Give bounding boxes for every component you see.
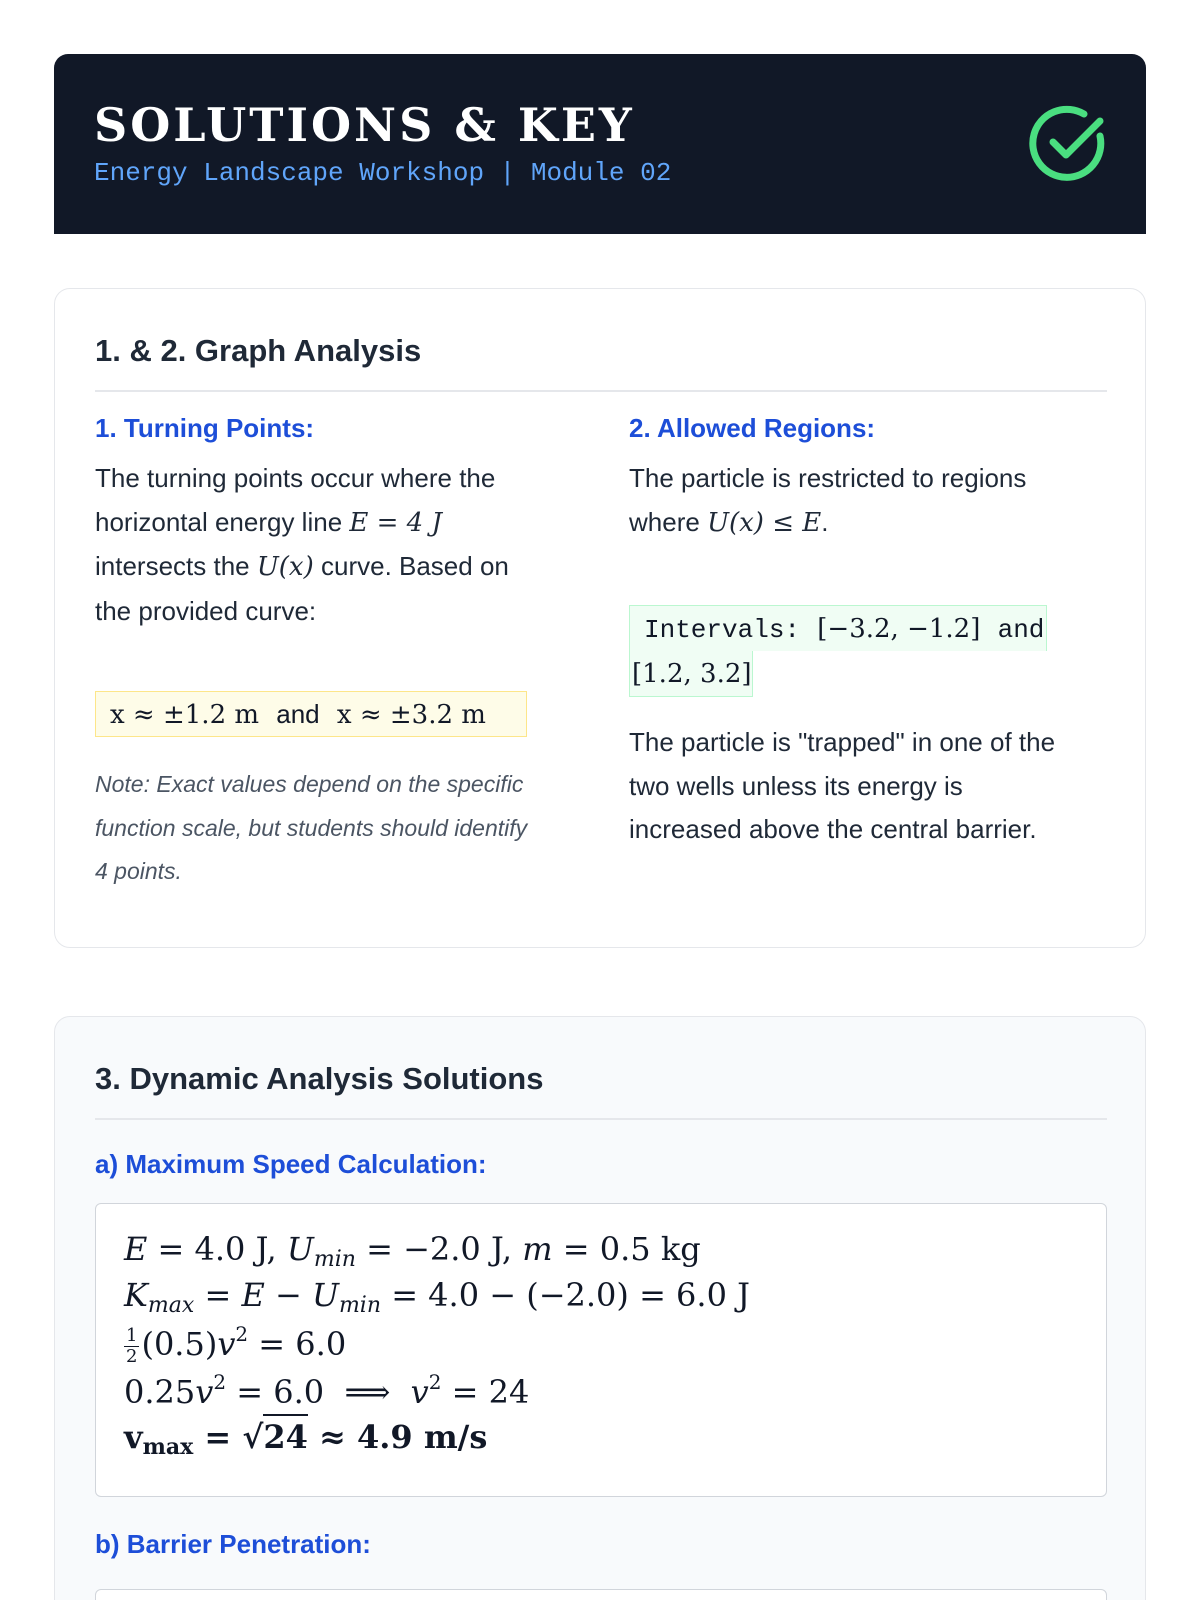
text-fragment: intersects the — [95, 551, 250, 581]
intervals-answer — [629, 605, 1047, 651]
header-banner — [54, 54, 1146, 234]
check-circle-icon — [1026, 102, 1110, 186]
dynamic-analysis-card — [54, 1016, 1146, 1600]
barrier-heading: b) Barrier Penetration: — [95, 1529, 371, 1559]
divider — [95, 390, 1107, 392]
text-fragment: curve. Based on — [320, 551, 509, 581]
turning-points-text — [95, 457, 565, 633]
max-speed-heading: a) Maximum Speed Calculation: — [95, 1149, 487, 1179]
text-line: The particle is restricted to regions — [629, 463, 1027, 493]
allowed-regions-heading: 2. Allowed Regions: — [629, 413, 876, 443]
allowed-regions-text — [629, 457, 1109, 545]
turning-points-answer — [95, 691, 527, 737]
page-title: SOLUTIONS & KEY — [94, 98, 635, 152]
text-line: the provided curve: — [95, 595, 317, 626]
calc-line-kinetic: $\frac{1}{2}$ $(0.5)v^2 = 6.0$ — [126, 1322, 347, 1367]
divider — [95, 1118, 1107, 1120]
text-line: where U(x) ≤ E. — [629, 506, 829, 538]
interval-a: [−3.2, −1.2] — [817, 614, 981, 644]
section-title: 1. & 2. Graph Analysis — [95, 333, 422, 368]
note-line: Note: Exact values depend on the specific — [95, 771, 524, 797]
intervals-label: Intervals: — [644, 615, 801, 645]
page-subtitle: Energy Landscape Workshop | Module 02 — [94, 158, 672, 188]
interval-b: [1.2, 3.2] — [632, 659, 752, 689]
intervals-answer-cont — [629, 651, 753, 697]
note-line: function scale, but students should identify — [95, 814, 528, 841]
turning-points-heading: 1. Turning Points: — [95, 413, 315, 443]
text-fragment: horizontal energy line — [95, 506, 343, 537]
text-line: The particle is "trapped" in one of the — [629, 727, 1056, 757]
text-line: increased above the central barrier. — [629, 814, 1037, 844]
text-fragment: where — [629, 506, 700, 537]
graph-analysis-card — [54, 288, 1146, 948]
barrier-calculation — [95, 1589, 1107, 1600]
answer-a: x ≈ ±1.2 m — [110, 700, 260, 730]
energy-expression: E = 4 J — [349, 507, 442, 538]
interval-joiner: and — [997, 615, 1045, 645]
answer-joiner: and — [276, 699, 320, 729]
answer-b: x ≈ ±3.2 m — [336, 700, 486, 730]
calc-line-result: $v_{max} = √24 \approx 4.9$ m/s — [124, 1418, 487, 1460]
potential-expression: U(x) — [256, 552, 314, 582]
calc-line-solve: $0.25v^2 = 6.0$ ⟹ $v^2 = 24$ — [124, 1370, 530, 1411]
text-line — [95, 501, 565, 546]
calc-line-givens: E = 4.0 J, $U_{min} = -2.0$ J, m = 0.5 kg — [124, 1230, 701, 1272]
trapped-text — [629, 721, 1119, 852]
note-line: 4 points. — [95, 858, 182, 884]
text-line: two wells unless its energy is — [629, 770, 963, 801]
calc-line-kmax: $K_{max} = E - U_{min} = 4.0 - (-2.0) = 6.0$ J — [124, 1276, 750, 1318]
text-line — [95, 545, 565, 590]
max-speed-calculation — [95, 1203, 1107, 1497]
turning-points-note — [95, 763, 585, 894]
section-title: 3. Dynamic Analysis Solutions — [95, 1061, 544, 1096]
inequality-expression: U(x) ≤ E — [707, 507, 822, 538]
text-line: The turning points occur where the — [95, 463, 496, 493]
